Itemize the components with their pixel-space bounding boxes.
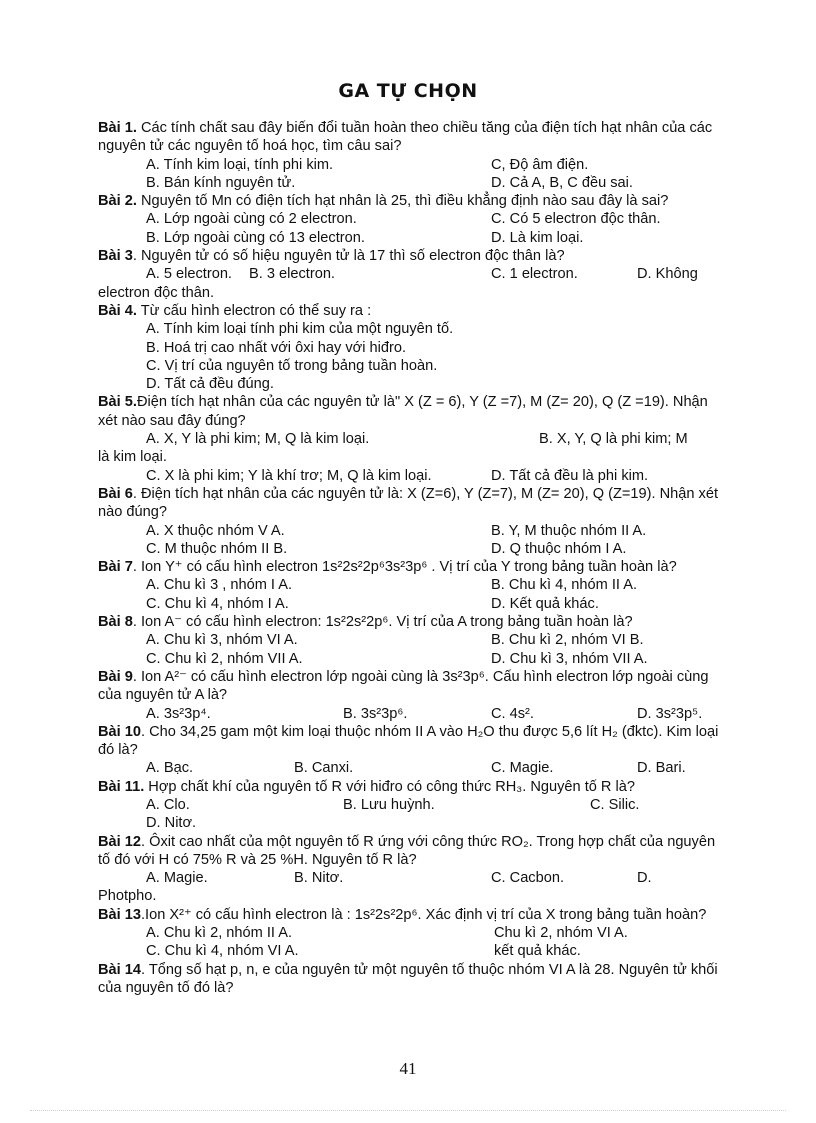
option-b: B. X, Y, Q là phi kim; M bbox=[539, 431, 688, 448]
question-7 bbox=[98, 558, 720, 613]
option-c: C, Độ âm điện. bbox=[491, 156, 589, 173]
option-a: A. Chu kì 2, nhóm II A. bbox=[146, 925, 293, 942]
option-b: B. Canxi. bbox=[294, 760, 354, 777]
question-text: Hợp chất khí của nguyên tố R với hiđro có công thức RH₃. Nguyên tố R là? bbox=[144, 778, 635, 795]
option-a: A. 3s²3p⁴. bbox=[146, 705, 211, 722]
question-8 bbox=[98, 613, 720, 668]
question-number: Bài 1. bbox=[98, 120, 137, 136]
question-4 bbox=[98, 302, 720, 393]
option-d: D. Q thuộc nhóm I A. bbox=[491, 540, 627, 557]
option-b: B. 3 electron. bbox=[249, 266, 335, 283]
option-c: C. Silic. bbox=[590, 796, 640, 813]
option-b: B. Lưu huỳnh. bbox=[343, 796, 435, 813]
question-text: . Nguyên tử có số hiệu nguyên tử là 17 thì số electron độc thân là? bbox=[132, 248, 565, 265]
question-text: Điện tích hạt nhân của các nguyên tử là" X (Z = 6), Y (Z =7), M (Z= 20), Q (Z =19). Nhận xét nào sau đây đúng? bbox=[98, 394, 708, 429]
option-b: B. Lớp ngoài cùng có 13 electron. bbox=[146, 229, 365, 246]
question-5 bbox=[98, 393, 720, 484]
option-d: D. Nitơ. bbox=[146, 815, 197, 832]
question-text: . Ion A⁻ có cấu hình electron: 1s²2s²2p⁶. Vị trí của A trong bảng tuần hoàn là? bbox=[132, 614, 633, 631]
option-c: C. 1 electron. bbox=[491, 266, 578, 283]
option-d: kết quả khác. bbox=[494, 943, 581, 960]
question-10 bbox=[98, 723, 720, 778]
question-12 bbox=[98, 833, 720, 906]
option-b-continued: là kim loại. bbox=[98, 449, 167, 466]
option-b: B. Bán kính nguyên tử. bbox=[146, 174, 296, 191]
option-b: B. Y, M thuộc nhóm II A. bbox=[491, 522, 647, 539]
question-9 bbox=[98, 668, 720, 723]
option-d: D. Cả A, B, C đều sai. bbox=[491, 174, 633, 191]
option-c: C. Cacbon. bbox=[491, 870, 565, 887]
option-a: A. X thuộc nhóm V A. bbox=[146, 522, 285, 539]
question-number: Bài 7 bbox=[98, 559, 133, 576]
page-number: 41 bbox=[399, 1059, 417, 1078]
question-list bbox=[98, 119, 720, 997]
option-d: D. bbox=[637, 870, 652, 887]
option-a: A. Magie. bbox=[146, 870, 208, 887]
option-b: B. Chu kì 4, nhóm II A. bbox=[491, 577, 638, 594]
option-c: C. 4s². bbox=[491, 705, 534, 722]
option-b: Chu kì 2, nhóm VI A. bbox=[494, 925, 628, 942]
question-11 bbox=[98, 778, 720, 833]
option-a: A. Clo. bbox=[146, 796, 190, 813]
option-a: A. Chu kì 3, nhóm VI A. bbox=[146, 632, 298, 649]
option-a: A. Bạc. bbox=[146, 760, 194, 777]
option-d: D. Tất cả đều là phi kim. bbox=[491, 467, 649, 484]
option-d: D. Bari. bbox=[637, 760, 686, 777]
question-text: Các tính chất sau đây biến đổi tuần hoàn theo chiều tăng của điện tích hạt nhân của các nguyên tử các nguyên tố hoá học, tìm câu sai? bbox=[98, 120, 713, 155]
question-number: Bài 13 bbox=[98, 906, 141, 923]
question-number: Bài 9 bbox=[98, 668, 133, 685]
option-c: C. M thuộc nhóm II B. bbox=[146, 540, 288, 557]
option-a: A. Tính kim loại, tính phi kim. bbox=[146, 156, 334, 173]
page-title: GA TỰ CHỌN bbox=[338, 80, 478, 102]
option-b: B. Hoá trị cao nhất với ôxi hay với hiđro. bbox=[146, 339, 407, 356]
question-text: .Ion X²⁺ có cấu hình electron là : 1s²2s²2p⁶. Xác định vị trí của X trong bảng tuần hoàn? bbox=[141, 906, 707, 923]
question-text: . Ion A²⁻ có cấu hình electron lớp ngoài cùng là 3s²3p⁶. Cấu hình electron lớp ngoài cùng của nguyên tử A là? bbox=[98, 668, 709, 704]
option-d: D. Không bbox=[637, 266, 698, 283]
option-d: D. Kết quả khác. bbox=[491, 595, 599, 612]
option-c: C. X là phi kim; Y là khí trơ; M, Q là kim loại. bbox=[146, 467, 432, 484]
option-b: B. Chu kì 2, nhóm VI B. bbox=[491, 632, 644, 649]
question-text: Nguyên tố Mn có điện tích hạt nhân là 25, thì điều khẳng định nào sau đây là sai? bbox=[141, 193, 669, 210]
question-13 bbox=[98, 906, 720, 961]
option-b: B. Nitơ. bbox=[294, 870, 344, 887]
question-number: Bài 11. bbox=[98, 778, 145, 795]
question-number: Bài 10 bbox=[98, 723, 141, 740]
option-d-continued: electron độc thân. bbox=[98, 284, 215, 301]
question-text: . Cho 34,25 gam một kim loại thuộc nhóm II A vào H₂O thu được 5,6 lít H₂ (đktc). Kim loại đó là? bbox=[98, 723, 719, 759]
option-c: C. Chu kì 4, nhóm I A. bbox=[146, 595, 289, 612]
question-2 bbox=[98, 192, 720, 247]
option-d: D. Là kim loại. bbox=[491, 229, 584, 246]
question-6 bbox=[98, 485, 720, 558]
question-text: . Ion Y⁺ có cấu hình electron 1s²2s²2p⁶3s²3p⁶ . Vị trí của Y trong bảng tuần hoàn là? bbox=[132, 559, 677, 576]
question-14 bbox=[98, 961, 720, 998]
option-b: B. 3s²3p⁶. bbox=[343, 705, 408, 722]
question-number: Bài 4. bbox=[98, 302, 137, 319]
option-c: C. Magie. bbox=[491, 760, 554, 777]
option-a: A. Lớp ngoài cùng có 2 electron. bbox=[146, 211, 357, 228]
option-d: D. 3s²3p⁵. bbox=[637, 705, 703, 722]
option-d: D. Chu kì 3, nhóm VII A. bbox=[491, 650, 648, 667]
question-number: Bài 6 bbox=[98, 485, 133, 502]
option-c: C. Vị trí của nguyên tố trong bảng tuần hoàn. bbox=[146, 357, 438, 374]
option-a: A. 5 electron. bbox=[146, 266, 232, 283]
option-c: C. Có 5 electron độc thân. bbox=[491, 211, 661, 228]
option-a: A. Tính kim loại tính phi kim của một nguyên tố. bbox=[146, 321, 454, 338]
option-a: A. X, Y là phi kim; M, Q là kim loại. bbox=[146, 431, 370, 448]
option-d-continued: Photpho. bbox=[98, 888, 157, 905]
question-1 bbox=[98, 119, 720, 192]
question-text: Từ cấu hình electron có thể suy ra : bbox=[136, 302, 372, 319]
option-c: C. Chu kì 4, nhóm VI A. bbox=[146, 943, 299, 960]
page-bottom-divider bbox=[30, 1110, 786, 1111]
question-text: . Điện tích hạt nhân của các nguyên tử là: X (Z=6), Y (Z=7), M (Z= 20), Q (Z=19). Nhận xét nào đúng? bbox=[98, 485, 719, 521]
question-text: . Ôxit cao nhất của một nguyên tố R ứng với công thức RO₂. Trong hợp chất của nguyên tố đó với H có 75% R và 25 %H. Nguyên tố R là? bbox=[98, 833, 716, 868]
question-3 bbox=[98, 247, 720, 302]
question-number: Bài 5. bbox=[98, 394, 137, 411]
question-number: Bài 12 bbox=[98, 833, 141, 850]
option-d: D. Tất cả đều đúng. bbox=[146, 376, 274, 393]
question-number: Bài 8 bbox=[98, 614, 133, 631]
question-text: . Tổng số hạt p, n, e của nguyên tử một nguyên tố thuộc nhóm VI A là 28. Nguyên tử khối của nguyên tố đó là? bbox=[98, 961, 718, 996]
question-number: Bài 3 bbox=[98, 248, 133, 265]
option-c: C. Chu kì 2, nhóm VII A. bbox=[146, 650, 303, 667]
question-number: Bài 14 bbox=[98, 961, 141, 978]
option-a: A. Chu kì 3 , nhóm I A. bbox=[146, 577, 293, 594]
question-number: Bài 2. bbox=[98, 193, 137, 210]
